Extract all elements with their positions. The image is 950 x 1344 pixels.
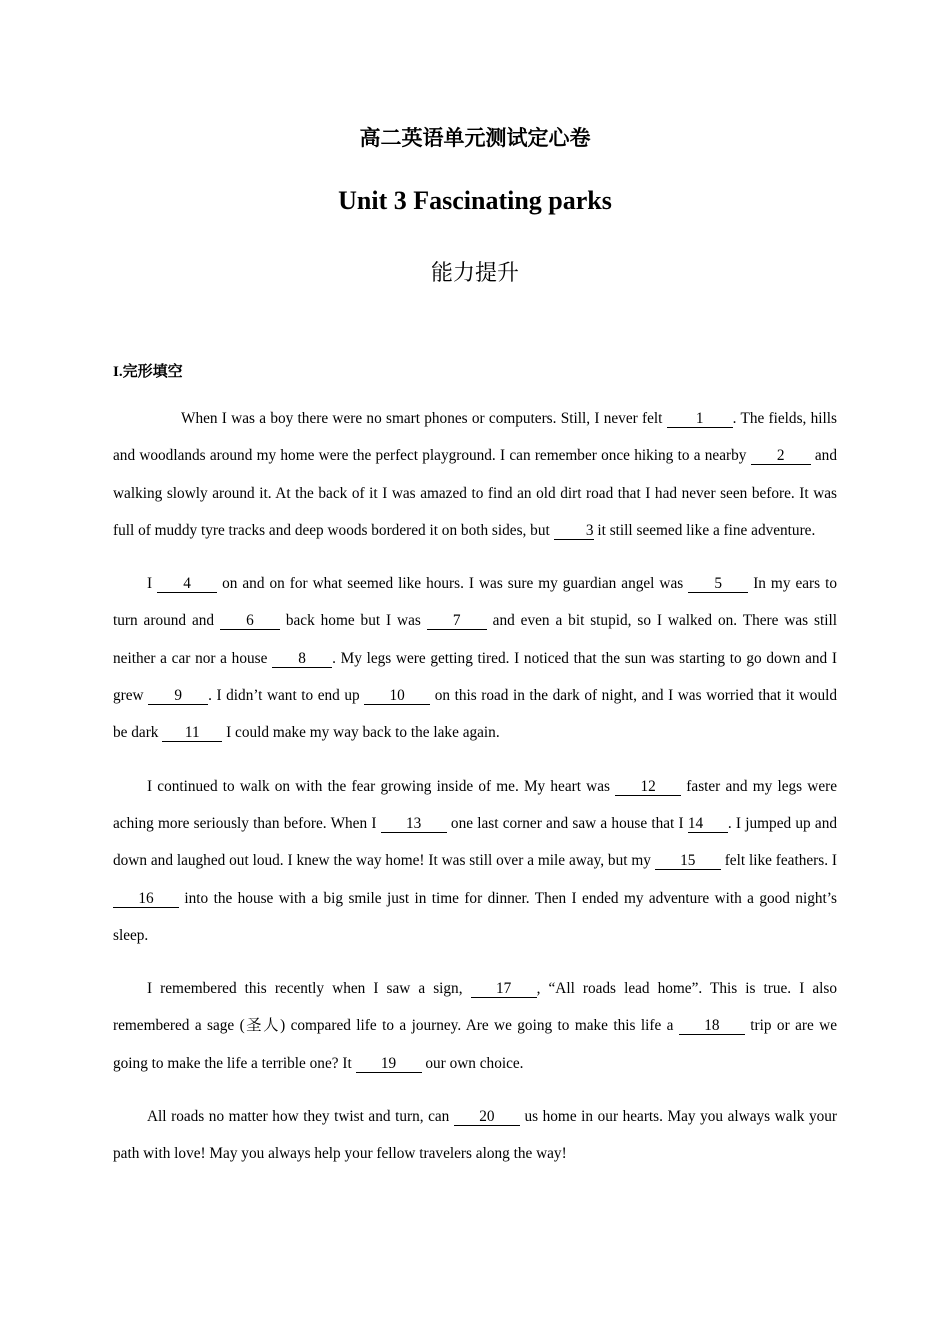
passage-text: , “All roads lead home”. This is true. I also remembered a sage (圣人) compared life to a journey. Are we going to make this life a: [113, 980, 837, 1035]
passage-text: When I was a boy there were no smart phones or computers. Still, I never felt: [181, 410, 667, 427]
section-heading: [113, 360, 183, 381]
passage-text: back home but I was: [279, 612, 427, 630]
blank-4: 4: [157, 575, 217, 593]
passage-text: one last corner and saw a house that I: [446, 814, 688, 832]
passage-text: . I jumped up and down and laughed out loud. I knew the way home! It was still over a mile away, but my: [113, 814, 837, 870]
cloze-passage: [113, 400, 837, 1189]
passage-text: . I didn’t want to end up: [208, 687, 365, 705]
passage-text: us home in our hearts. May you always walk your path with love! May you always help your fellow travelers along the way!: [113, 1108, 838, 1163]
blank-14: 14: [688, 815, 728, 833]
section-label: 完形填空: [122, 362, 183, 380]
blank-20: 20: [454, 1108, 520, 1126]
passage-text: All roads no matter how they twist and turn, can: [147, 1108, 454, 1126]
blank-2: 2: [751, 447, 811, 465]
passage-text: In my ears to turn around and: [113, 575, 837, 630]
passage-text: into the house with a big smile just in time for dinner. Then I ended my adventure with a good night’s sleep.: [113, 889, 837, 944]
passage-text: I: [147, 575, 158, 593]
passage-text: and walking slowly around it. At the back of it I was amazed to find an old dirt road that I had never seen before. It was full of muddy tyre tracks and deep woods bordered it on both sides, but: [113, 447, 837, 539]
passage-text: trip or are we going to make the life a terrible one? It: [113, 1017, 837, 1072]
blank-9: 9: [148, 687, 208, 705]
passage-text: I continued to walk on with the fear growing inside of me. My heart was: [147, 777, 616, 795]
passage-text: and even a bit stupid, so I walked on. There was still neither a car nor a house: [113, 612, 837, 667]
passage-text: our own choice.: [421, 1054, 524, 1072]
paragraph-4: [113, 970, 837, 1082]
paragraph-1: [113, 400, 837, 549]
blank-13: 13: [381, 815, 447, 833]
blank-3: 3: [554, 522, 594, 540]
section-number: I.: [113, 364, 123, 380]
passage-text: . My legs were getting tired. I noticed that the sun was starting to go down and I grew: [113, 649, 837, 705]
blank-11: 11: [162, 724, 222, 742]
passage-text: I could make my way back to the lake again.: [222, 724, 500, 742]
passage-text: on this road in the dark of night, and I was worried that it would be dark: [113, 687, 838, 742]
paragraph-3: [113, 768, 837, 954]
blank-8: 8: [272, 650, 332, 668]
paragraph-2: [113, 565, 837, 751]
blank-6: 6: [220, 612, 280, 630]
blank-7: 7: [427, 612, 487, 630]
paragraph-5: [113, 1098, 837, 1173]
blank-15: 15: [655, 852, 721, 870]
blank-19: 19: [356, 1055, 422, 1073]
blank-18: 18: [679, 1017, 745, 1035]
document-title-cn: 高二英语单元测试定心卷: [359, 126, 591, 150]
blank-5: 5: [688, 575, 748, 593]
blank-12: 12: [615, 778, 681, 796]
passage-text: felt like feathers. I: [720, 852, 837, 870]
passage-text: it still seemed like a fine adventure.: [593, 521, 816, 539]
blank-1: 1: [667, 410, 733, 428]
blank-17: 17: [471, 980, 537, 998]
blank-10: 10: [364, 687, 430, 705]
document-title-en: Unit 3 Fascinating parks: [338, 186, 612, 215]
passage-text: on and on for what seemed like hours. I was sure my guardian angel was: [217, 575, 689, 593]
document-subtitle: 能力提升: [430, 261, 519, 286]
passage-text: faster and my legs were aching more seriously than before. When I: [113, 777, 837, 832]
passage-text: I remembered this recently when I saw a sign,: [147, 980, 471, 998]
passage-text: . The fields, hills and woodlands around my home were the perfect playground. I can remember once hiking to a nearby: [113, 410, 837, 465]
blank-16: 16: [113, 890, 179, 908]
